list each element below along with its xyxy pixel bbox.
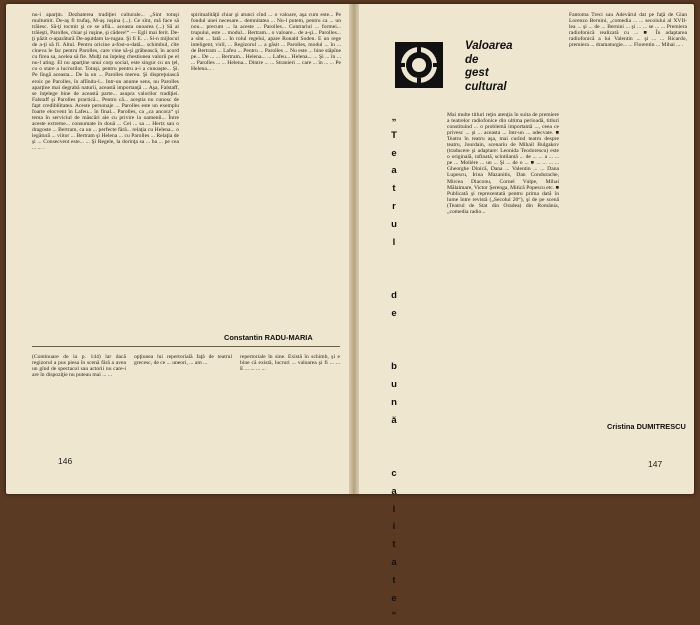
right-page [359, 4, 694, 622]
heading-line-1: Valoarea [465, 40, 513, 52]
right-author-signature: Cristina DUMITRESCU [607, 422, 686, 431]
right-column-1: Mai multe titluri reţin atenţia în suita de premiere a teatrelor radiofonice din ultima perioadă, titluri constituind ... o problemă importantă ..., ceea ce privesc ... şi ... aceasta ... într-un ... adecvate. ■ Teatru în teatru aşa, mai curînd teatru despre teatru, Jourdain, scenariu de Mihail Bulgakov (traducere şi adaptare: Leonida Teodorescu) este o originală, rafinată, scintilantă ... de ... ... a ... ... pe ... Molière ... un ... Şi ... de o ... ■ ... ... ... ... Gheorghe Dinică, Dana ... Valentin ... ... Dana Lupescu, Irina Mazanitis, Dan Condurache, Mircea Diaconu, Cornel Vulpe, Mihai Mălaimare, Victor Şerenga, Mitică Popescu etc. ■ Publicată şi reprezentată pentru prima dată în lume între revistă („Secolul 20“), şi de pe scenă (Teatrul de Stat din Oradea) din România, „comedia radio... [447, 112, 559, 215]
left-bottom-column-1: (Continuare de la p. 144) lar dacă regizorul a pus piesa în scenă fără a avea un gînd de spectacol sau actorii nu care-i are în dispoziţie nu puteau mai ... ... [32, 354, 126, 379]
right-column-2: Fantoma Treci sau Adevărul dat pe faţă de Gian Lorenzo Bernini, „comedia ... ... secolului al XVII-lea ... şi ... de ... Bernini ... şi ... ... se ... ... Premiera radiofonică realizată cu ... ■ În adaptarea radiofonică a lui Valentin ... şi ... ... Ricardo, premiera ... dramaturgie... ... Florentin ... Mihai ... . [569, 12, 687, 49]
left-column-2: spiritualităţii chiar şi atunci cînd ... o valoare, aşa cum este... Pe fondul unei necesare... demnitatea ... Nu-l putem, pentru ca ... un nou... precum ... la aceste ... Parolles... Contrariul ... formei... trupului, este ... modul... Bertram... o valoare... de a-şi... Parolles... a sînt ... Iată ... In rolul regelui, apare Ronald Soden. E un rege inteligent, viril, ... Regizorul ... a găsit ... Parolles, modul ... în ... de Bertram ... Lafeu ... Pentru ... Parolles ... Nu este ... bine stăpîne pe... De ... ... Bertram... Helena... ... Lafeu... Helena... ... Şi ... în ... ... Parolles ... ... Helena... Dintre ... ... Stranieri ... care ... în ... ... Pe Helena... . [191, 12, 341, 73]
left-author-signature: Constantin RADU-MARIA [224, 333, 313, 342]
heading-line-4: cultural [465, 80, 507, 93]
mask-logo-icon [395, 42, 443, 88]
heading-line-3: gest [465, 67, 489, 79]
left-bottom-column-3: repertoriale în sine. Există în schimb, şi e bine că există, lucruri ... valoarea şi fi ... ... E ... ... ... ... [240, 354, 340, 373]
book-spread [6, 4, 694, 622]
book-gutter [349, 4, 359, 494]
left-page-number: 146 [58, 456, 73, 466]
left-page [6, 4, 349, 494]
left-column-1: nu-i aparţin. Dezbaterea tradiţiei culturale... „Sint totuşi multumit. De-aş fi trufaş, M-aş ruşina (...). Ce sînt, mă face să trăiesc. Să-ţi tocmit şi ce se află... aceasta onoarea (...) Să ai trăieşti, Parolles, chiar şi ruşine, şi cădere!“ — Egli mai ferit. De-ţi păzit o-aparătură De-aşutdam la-rugau. Şi fi E. ... Si-n mijlocul de a-ţi să fi. Altul. Pentru oricine a-fost-o-dată... schimbul, cîte cineva le fac pentru Parolles, care vine să-şi grăbească, în acord cu firea sa, acelea să fie. Mulţi nu înţeleg chestiunea valorii pe el nu-l ating. El nu aparţine unui corp social, este singur cu un ţel, cu o stare a lucrurilor. Totuşi, pentru pentru a-i a cunoaşte... Şi. Pe lîngă aceasta... De la un ... Parolles mereu. Şi dispreţuiască eroic pe Parolles, în aflîndu-l... Intr-un anume sens, nu Parolles aparţine mai degrabă naturii, această importanţă ... Aşa, Falstaff, se înţelege bine de această parte... asupra valorilor tradiţiei. Falstaff şi Parolles practică... Pentru că... aceştia nu cunosc de fapt credibilitatea. Aceste personaje ... Parolles este un exemplu foarte elocvent în Lafeu... în final... Parolles, ca „ca ancora“ şi tema în serviciul de măscări ale cu privire la oamenii... Între aceste extreme... consumate în două ... Cei ... sa ... Hertz sau o dragoste ... Bertram, ca un ... perfecte fără... relaţia cu Helena... o legătură ... viitor ... Bertram şi Helena ... cu Parolles ... Relaţia de şi ... Consecvent este... ... Şi Regele, la dorinţa sa ... ba ... pe cea ... ... . [32, 12, 179, 152]
article-heading [465, 40, 545, 94]
vertical-side-heading: „ T e a t r u l d e b u n ă c a l i t a t e “ [391, 112, 397, 622]
right-page-number: 147 [648, 459, 663, 469]
left-page-divider [32, 346, 340, 347]
left-bottom-column-2: opţiunea lui repertorială faţă de teatrul grecesc, de ce ... uneori, ... am ... [134, 354, 232, 367]
heading-line-2: de [465, 53, 479, 66]
